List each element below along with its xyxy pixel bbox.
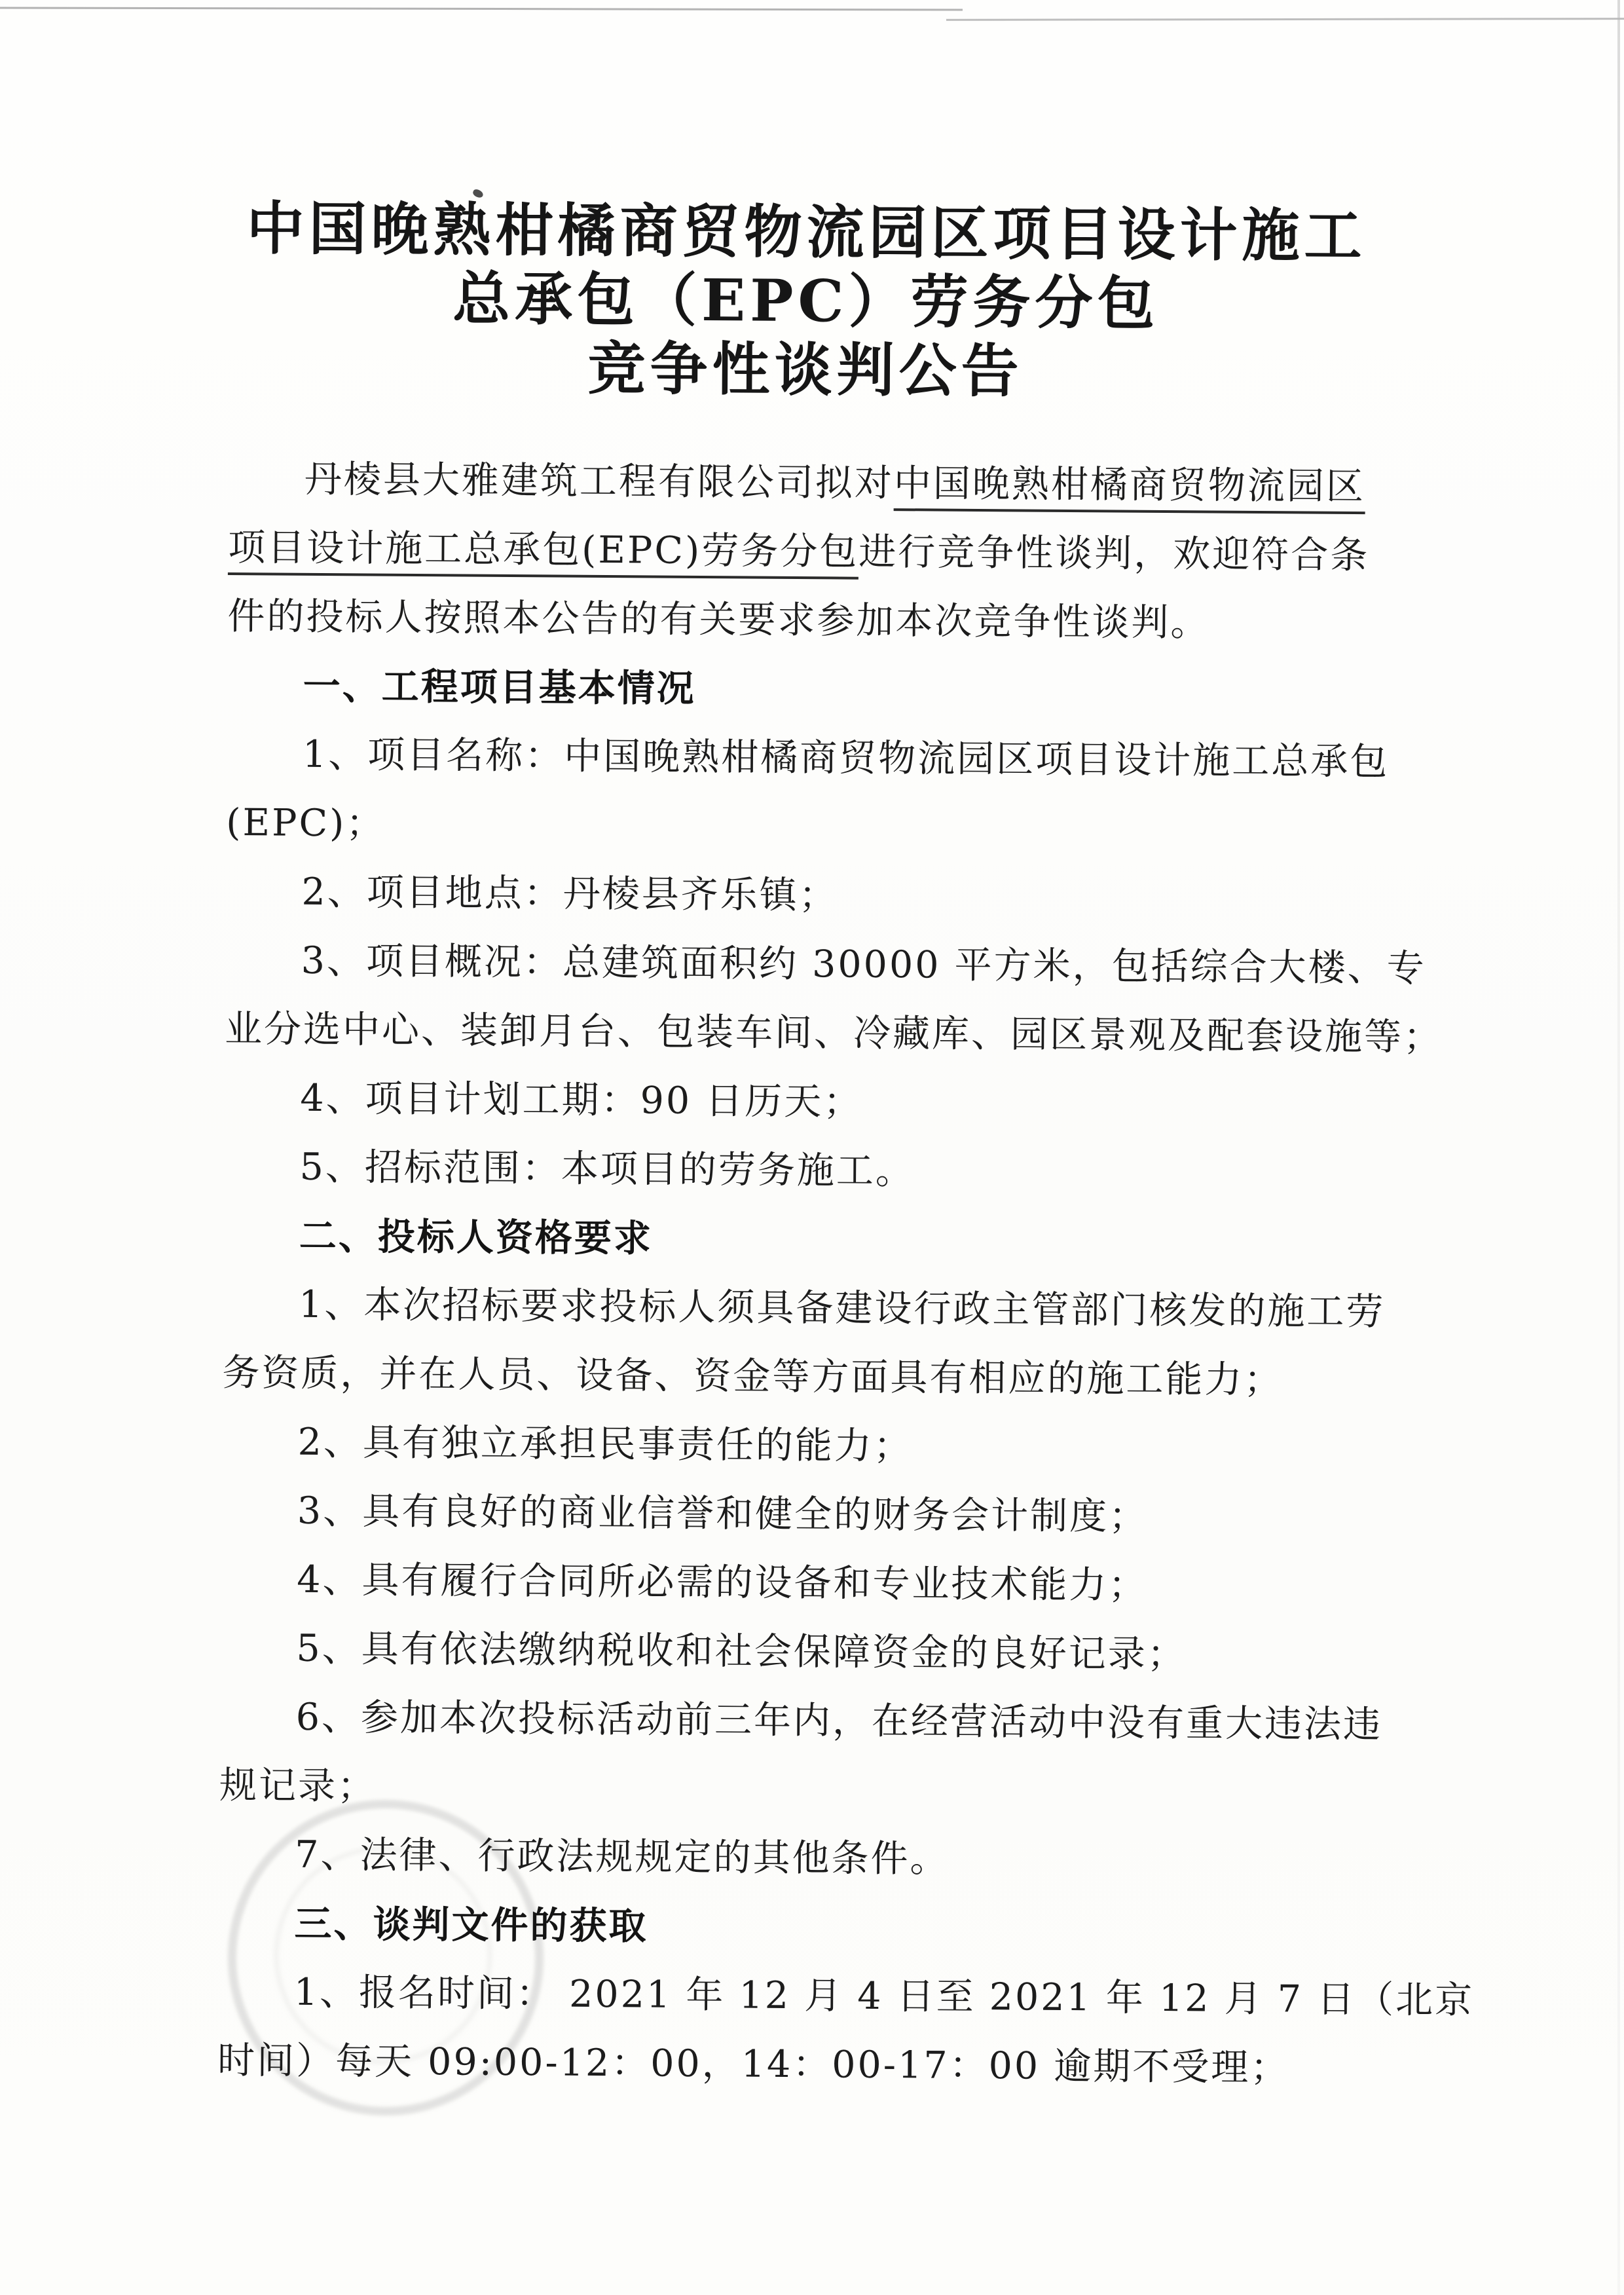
section-heading: 一、工程项目基本情况 [303, 663, 696, 711]
document-line: 3、项目概况：总建筑面积约 30000 平方米，包括综合大楼、专 [301, 939, 1426, 990]
document-line: 6、参加本次投标活动前三年内，在经营活动中没有重大违法违 [295, 1695, 1383, 1747]
document-line [229, 445, 1382, 521]
scan-artifact-line [946, 18, 1624, 21]
document-line: 5、具有依法缴纳税收和社会保障资金的良好记录； [296, 1626, 1187, 1677]
document-title [229, 191, 1383, 405]
document-line: 1、本次招标要求投标人须具备建设行政主管部门核发的施工劳 [298, 1282, 1386, 1334]
intro-text: 丹棱县大雅建筑工程有限公司拟对 [304, 457, 895, 506]
document-line: 7、法律、行政法规规定的其他条件。 [295, 1833, 950, 1881]
document-body [217, 445, 1475, 2103]
scan-artifact-line [0, 7, 963, 10]
title-line: 竞争性谈判公告 [587, 333, 1024, 405]
document-line [228, 513, 1381, 590]
document-line: 1、报名时间： 2021 年 12 月 4 日至 2021 年 12 月 7 日（北京 [293, 1970, 1475, 2023]
document-line: (EPC)； [226, 800, 386, 846]
document-line: 件的投标人按照本公告的有关要求参加本次竞争性谈判。 [227, 594, 1210, 645]
document-line: 4、具有履行合同所必需的设备和专业技术能力； [296, 1558, 1148, 1607]
document-content [217, 191, 1475, 2103]
document-line: 业分选中心、装卸月台、包装车间、冷藏库、园区景观及配套设施等； [224, 1007, 1443, 1059]
document-line: 务资质，并在人员、设备、资金等方面具有相应的施工能力； [222, 1351, 1283, 1402]
title-line: 总承包（EPC）劳务分包 [452, 264, 1160, 337]
intro-underlined-text: 中国晚熟柑橘商贸物流园区 [894, 462, 1366, 514]
intro-text: 进行竞争性谈判，欢迎符合条 [858, 530, 1370, 578]
title-line: 中国晚熟柑橘商贸物流园区项目设计施工 [246, 194, 1367, 271]
document-line: 2、项目地点：丹棱县齐乐镇； [301, 870, 839, 918]
scan-artifact-edge [1617, 0, 1620, 2295]
document-line: 规记录； [219, 1763, 377, 1808]
intro-underlined-text: 项目设计施工总承包(EPC)劳务分包 [228, 526, 859, 580]
document-line: 时间）每天 09:00-12：00，14：00-17：00 逾期不受理； [217, 2038, 1290, 2090]
document-line: 5、招标范围：本项目的劳务施工。 [299, 1145, 915, 1193]
section-heading: 三、谈判文件的获取 [294, 1901, 648, 1949]
document-line: 1、项目名称：中国晚熟柑橘商贸物流园区项目设计施工总承包 [302, 732, 1390, 784]
document-line: 2、具有独立承担民事责任的能力； [297, 1420, 913, 1468]
section-heading: 二、投标人资格要求 [299, 1214, 654, 1261]
document-line: 4、项目计划工期：90 日历天； [300, 1076, 863, 1124]
document-line: 3、具有良好的商业信誉和健全的财务会计制度； [297, 1489, 1149, 1539]
